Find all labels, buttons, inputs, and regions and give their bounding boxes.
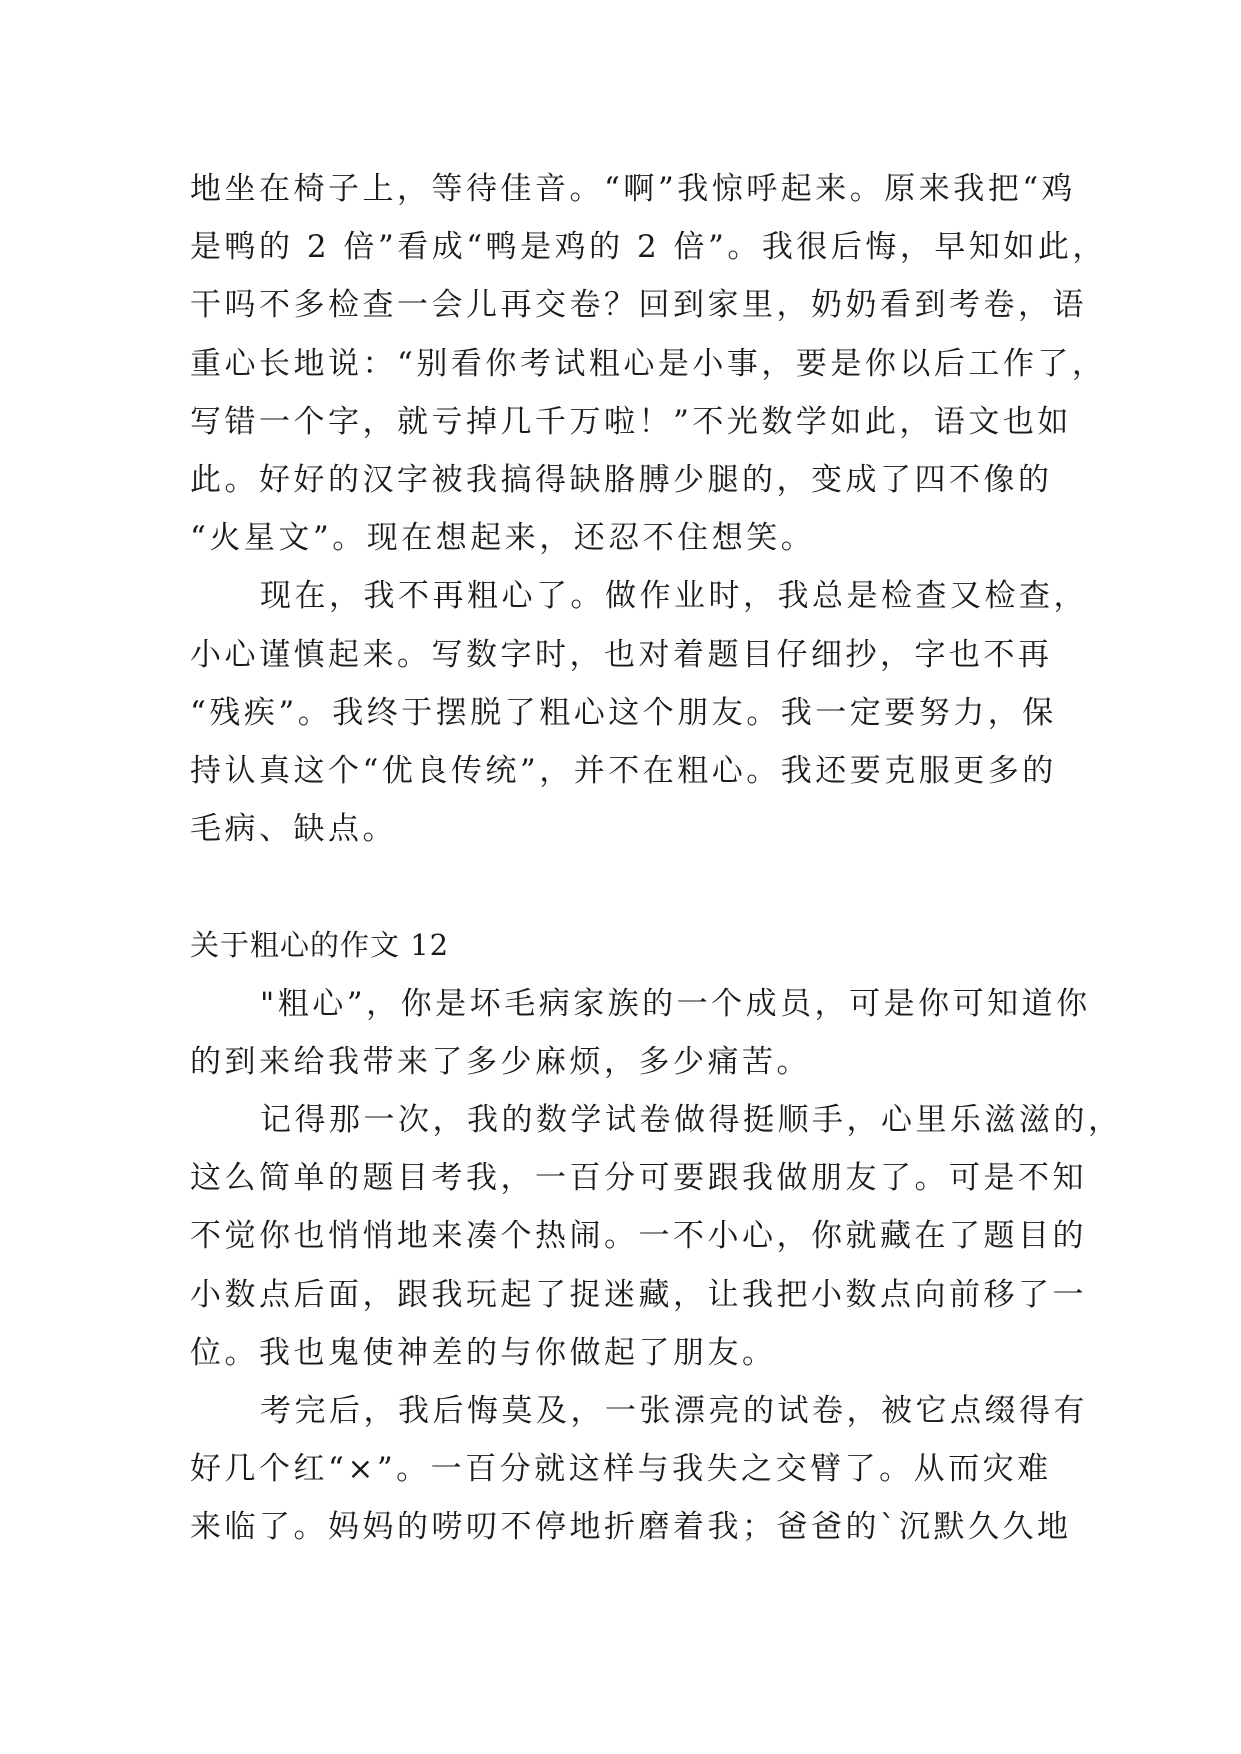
section-spacer	[190, 858, 1070, 916]
paragraph-line: 位。我也鬼使神差的与你做起了朋友。	[190, 1334, 777, 1371]
paragraph-line: 记得那一次，我的数学试卷做得挺顺手，心里乐滋滋的，	[260, 1102, 1123, 1138]
paragraph-line: 来临了。妈妈的唠叨不停地折磨着我；爸爸的`沉默久久地	[190, 1509, 1072, 1546]
section-heading: 关于粗心的作文 12	[190, 928, 450, 963]
paragraph-line: 这么简单的题目考我，一百分可要跟我做朋友了。可是不知	[190, 1160, 1087, 1197]
paragraph-line: "粗心”，你是坏毛病家族的一个成员，可是你可知道你	[260, 985, 1091, 1022]
paragraph-line: 的到来给我带来了多少麻烦，多少痛苦。	[190, 1043, 811, 1080]
paragraph-line: 小数点后面，跟我玩起了捉迷藏，让我把小数点向前移了一	[190, 1276, 1087, 1313]
document-body	[190, 160, 1123, 1557]
paragraph-line: “火星文”。现在想起来，还忍不住想笑。	[190, 520, 816, 557]
paragraph-line: 写错一个字，就亏掉几千万啦！”不光数学如此，语文也如	[190, 403, 1072, 440]
paragraph-line: 干吗不多检查一会儿再交卷？回到家里，奶奶看到考卷，语	[190, 287, 1087, 324]
paragraph-line: “残疾”。我终于摆脱了粗心这个朋友。我一定要努力，保	[190, 694, 1057, 731]
paragraph-line: 地坐在椅子上，等待佳音。“啊”我惊呼起来。原来我把“鸡	[190, 171, 1077, 207]
paragraph-line: 好几个红“×”。一百分就这样与我失之交臂了。从而灾难	[190, 1451, 1052, 1488]
paragraph-line: 现在，我不再粗心了。做作业时，我总是检查又检查，	[260, 578, 1088, 615]
paragraph-line: 考完后，我后悔莫及，一张漂亮的试卷，被它点缀得有	[260, 1392, 1088, 1429]
paragraph-line: 重心长地说：“别看你考试粗心是小事，要是你以后工作了，	[190, 345, 1107, 382]
paragraph-line: 小心谨慎起来。写数字时，也对着题目仔细抄，字也不再	[190, 636, 1053, 673]
paragraph-line: 此。好好的汉字被我搞得缺胳膊少腿的，变成了四不像的	[190, 461, 1053, 498]
paragraph-line: 不觉你也悄悄地来凑个热闹。一不小心，你就藏在了题目的	[190, 1218, 1087, 1255]
paragraph-line: 毛病、缺点。	[190, 811, 397, 848]
paragraph-line: 持认真这个“优良传统”，并不在粗心。我还要克服更多的	[190, 752, 1057, 789]
paragraph-line: 是鸭的 2 倍”看成“鸭是鸡的 2 倍”。我很后悔，早知如此，	[190, 229, 1107, 266]
